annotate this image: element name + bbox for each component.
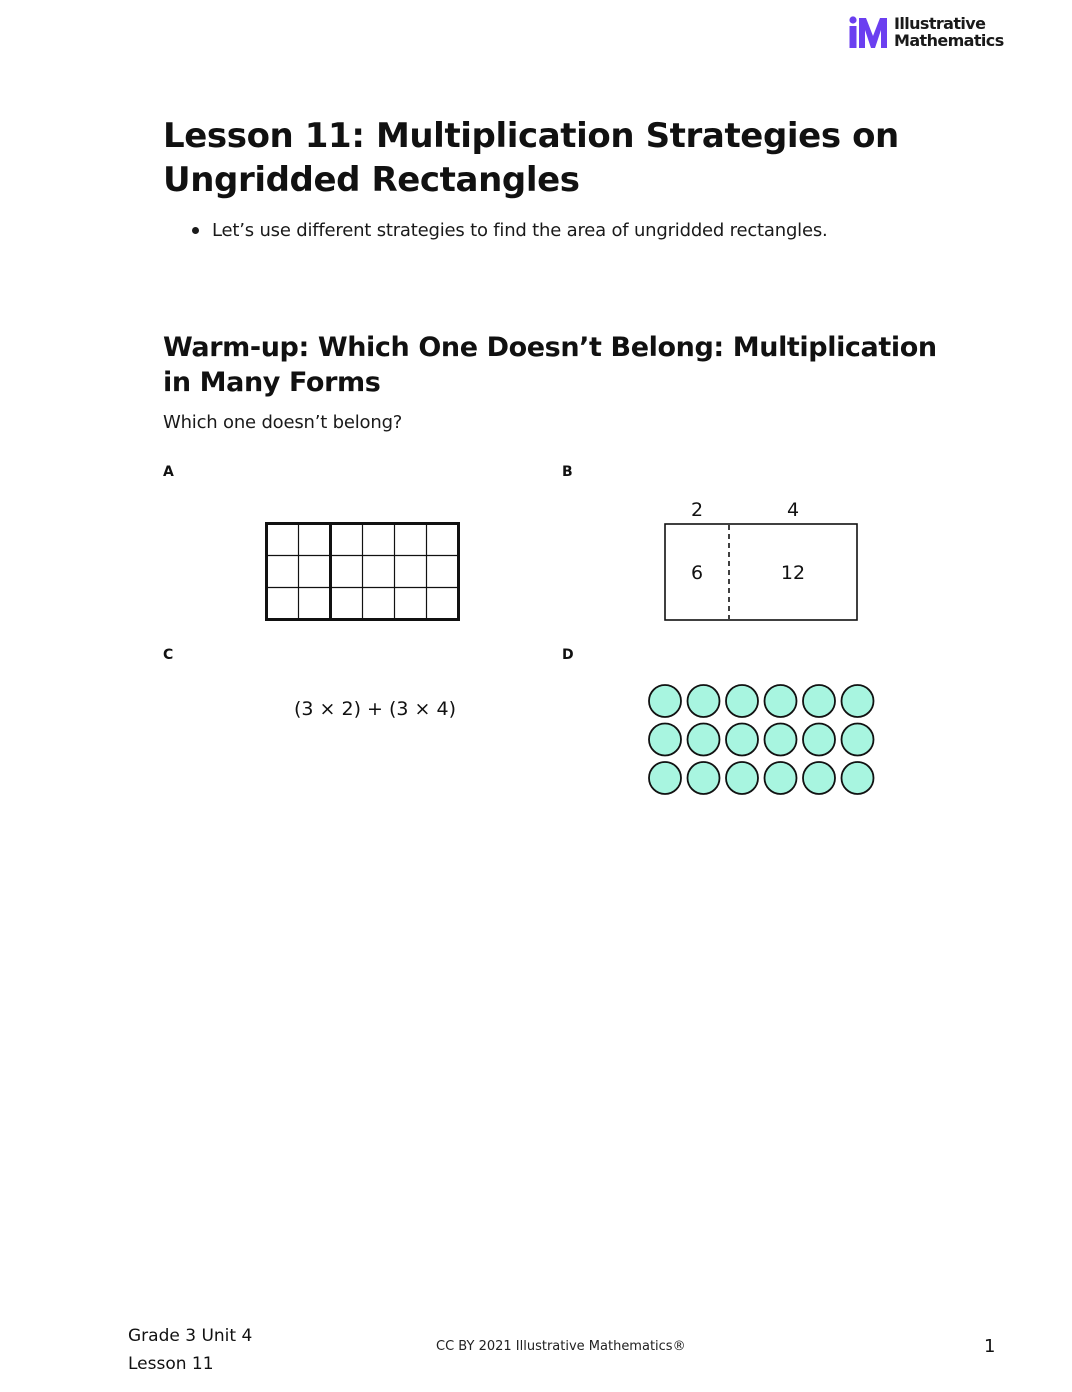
option-b-top-right-length: 4 bbox=[786, 499, 800, 521]
footer-grade-unit: Grade 3 Unit 4 bbox=[128, 1326, 253, 1346]
footer-lesson: Lesson 11 bbox=[128, 1354, 214, 1374]
option-d-dot-array bbox=[648, 684, 876, 796]
option-a-grid-rectangle bbox=[265, 522, 461, 622]
option-d-dot bbox=[803, 685, 835, 717]
footer-course-info bbox=[128, 1322, 252, 1378]
option-d-dot bbox=[842, 762, 874, 794]
option-b-area-diagram bbox=[660, 494, 860, 624]
option-d-dot bbox=[842, 724, 874, 756]
footer-license: CC BY 2021 Illustrative Mathematics® bbox=[436, 1339, 686, 1354]
logo-line-2: Mathematics bbox=[894, 31, 1004, 50]
option-d-dot bbox=[649, 762, 681, 794]
option-d-dot bbox=[765, 724, 797, 756]
option-b-top-left-length: 2 bbox=[690, 499, 704, 521]
learning-goal-item: Let’s use different strategies to find the area of ungridded rectangles. bbox=[192, 220, 828, 242]
option-d-dot bbox=[649, 685, 681, 717]
illustrative-mathematics-logo bbox=[848, 14, 1004, 50]
option-c-expression: (3 × 2) + (3 × 4) bbox=[293, 698, 456, 720]
option-d-dot bbox=[803, 724, 835, 756]
option-d-dot bbox=[688, 724, 720, 756]
im-logo-icon bbox=[848, 16, 888, 50]
option-d-dot bbox=[726, 724, 758, 756]
option-d-dot bbox=[803, 762, 835, 794]
option-b-left-area: 6 bbox=[690, 562, 704, 584]
option-d-dot bbox=[726, 762, 758, 794]
option-d-label: D bbox=[562, 647, 574, 663]
option-a-label: A bbox=[163, 464, 174, 480]
warmup-prompt: Which one doesn’t belong? bbox=[163, 412, 403, 433]
option-d-dot bbox=[765, 685, 797, 717]
warmup-title: Warm-up: Which One Doesn’t Belong: Multiplication in Many Forms bbox=[163, 332, 937, 398]
option-d-dot bbox=[649, 724, 681, 756]
option-d-dot bbox=[765, 762, 797, 794]
option-d-dot bbox=[726, 685, 758, 717]
option-d-dot bbox=[842, 685, 874, 717]
option-b-label: B bbox=[562, 464, 573, 480]
logo-wordmark bbox=[894, 15, 1004, 49]
lesson-title: Lesson 11: Multiplication Strategies on Ungridded Rectangles bbox=[163, 116, 899, 200]
option-d-dot bbox=[688, 685, 720, 717]
option-c-label: C bbox=[163, 647, 174, 663]
option-d-dot bbox=[688, 762, 720, 794]
page-number: 1 bbox=[984, 1336, 996, 1357]
option-b-right-area: 12 bbox=[780, 562, 806, 584]
learning-goals bbox=[192, 220, 828, 242]
logo-line-1: Illustrative bbox=[894, 14, 986, 33]
